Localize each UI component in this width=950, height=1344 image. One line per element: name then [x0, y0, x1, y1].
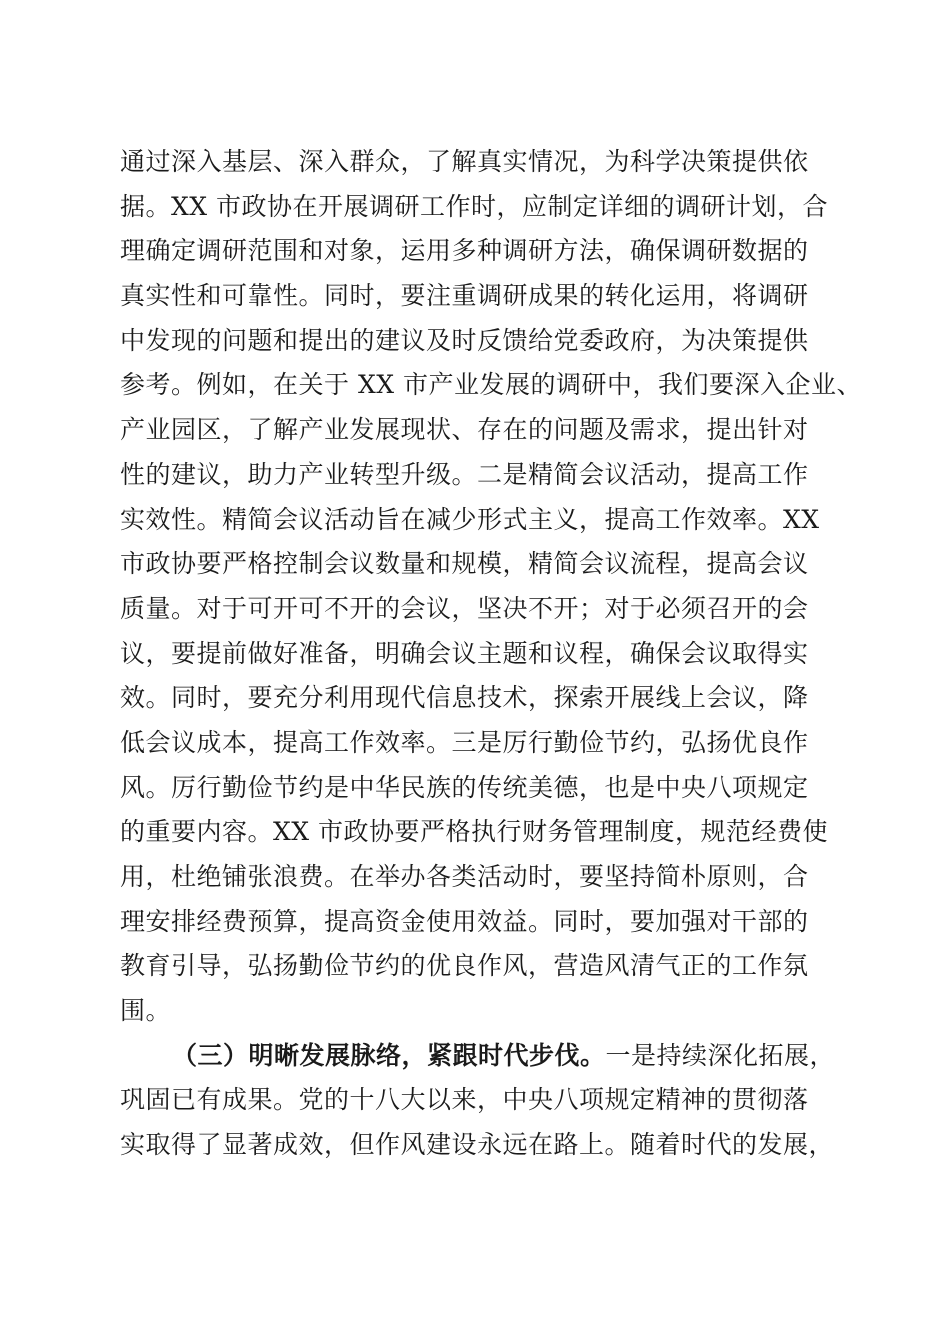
paragraph-1 [120, 140, 862, 1034]
text-line: 市政协要严格控制会议数量和规模，精简会议流程，提高会议 [120, 549, 809, 579]
text-line: 中发现的问题和提出的建议及时反馈给党委政府，为决策提供 [120, 325, 809, 355]
text-line: 议，要提前做好准备，明确会议主题和议程，确保会议取得实 [120, 638, 809, 668]
text-line: 用，杜绝铺张浪费。在举办各类活动时，要坚持简朴原则，合 [120, 862, 809, 891]
text-line: 理安排经费预算，提高资金使用效益。同时，要加强对干部的 [120, 906, 809, 936]
text-line: 风。厉行勤俭节约是中华民族的传统美德，也是中央八项规定 [120, 772, 809, 802]
text-line: 通过深入基层、深入群众，了解真实情况，为科学决策提供依 [120, 147, 809, 176]
text-line: 参考。例如，在关于 XX 市产业发展的调研中，我们要深入企业、 [120, 370, 862, 400]
section-heading: （三）明晰发展脉络，紧跟时代步伐。 [172, 1040, 606, 1070]
text-line: 理确定调研范围和对象，运用多种调研方法，确保调研数据的 [120, 236, 809, 266]
heading-line-rest: 一是持续深化拓展， [605, 1040, 836, 1070]
text-line: 巩固已有成果。党的十八大以来，中央八项规定精神的贯彻落 [120, 1085, 809, 1115]
text-line: 性的建议，助力产业转型升级。二是精简会议活动，提高工作 [120, 459, 809, 489]
paragraph-2 [120, 1034, 840, 1168]
text-line: 效。同时，要充分利用现代信息技术，探索开展线上会议，降 [120, 683, 809, 713]
text-line: 围。 [120, 996, 172, 1026]
text-line: 质量。对于可开可不开的会议，坚决不开；对于必须召开的会 [120, 593, 809, 623]
text-line: 低会议成本，提高工作效率。三是厉行勤俭节约，弘扬优良作 [120, 727, 809, 757]
text-line: 真实性和可靠性。同时，要注重调研成果的转化运用，将调研 [120, 281, 809, 311]
text-line: 产业园区，了解产业发展现状、存在的问题及需求，提出针对 [120, 415, 809, 445]
text-line [120, 1034, 840, 1079]
text-line: 教育引导，弘扬勤俭节约的优良作风，营造风清气正的工作氛 [120, 951, 809, 981]
text-line: 的重要内容。XX 市政协要严格执行财务管理制度，规范经费使 [120, 817, 829, 847]
body-text [120, 140, 862, 1168]
text-line: 实取得了显著成效，但作风建设永远在路上。随着时代的发展， [120, 1130, 835, 1160]
text-line: 据。XX 市政协在开展调研工作时，应制定详细的调研计划，合 [120, 191, 829, 221]
text-line: 实效性。精简会议活动旨在减少形式主义，提高工作效率。XX [120, 504, 820, 534]
